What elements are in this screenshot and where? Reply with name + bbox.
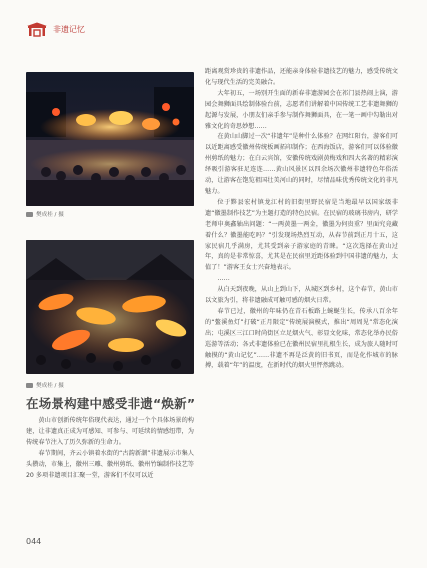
paragraph: 在黄山山脚过一次“非遗年”是种什么体验？在网红阳台，游客们可以近距离感受徽州传统板画拓印制作；在西海饭店，游客们可以体验徽州剪纸的魅力；在白云宾馆，安徽传统戏剧黄梅戏和四大名著的精彩演绎吸引游客驻足连连……黄山风景区以四余场次徽州非遗特色年俗活动，让游客在饱览祖国壮美河山的同时，尽情品味优秀传统文化的非凡魅力。 [205, 133, 398, 195]
photo-credit-1: 樊成桂 / 摄 [26, 210, 64, 218]
paragraph: 从白天到夜晚，从山上到山下，从城区到乡村，这个春节，黄山市以文旅为引，将非遗融成可触可感的烟火日常。 [205, 286, 398, 305]
paragraph: 位于黟县宏村镇龙江村的旧街里野民宿是当地最早以国家级非遗“徽墨制作技艺”为主题打造的特色民宿。在民宿的玻璃书房内，研学老师申奥鑫轴出问题：“一两黄墨一两金，徽墨为何贵重？里面究竟藏着什么？徽墨能吃吗？”引发现场热烈互动，从春节前到正月十五，这家民宿几乎满房，尤其受到亲子游家庭的青睐。“这次选择在黄山过年，真的是非常惊喜，尤其是在民宿里近距体验到中国非遗的魅力，太值了！”游客王女士兴奋地表示。 [205, 198, 398, 272]
photo-credit-2: 樊成桂 / 摄 [26, 381, 64, 389]
camera-icon [26, 212, 33, 217]
fish-lantern-photo [26, 240, 194, 374]
paragraph: 春节已过，徽州的年味仍在青石板路上蜿蜒生长，传承八百余年的“鳌溪鱼灯”打破“正月限定”传统展演模式，推出“周周见”常态化演出；屯溪区三江口时尚街区立足烟火气、彰显文化味，常态化举办民俗巡游等活动；各式非遗体验已在徽州民宿里扎根生长，成为旅人随时可触摸的“黄山记忆”……非遗不再是泛黄的旧书页，而是化作城市的脉搏，载着“年”的温度，在新时代的烟火里怦然跳动。 [205, 307, 398, 370]
paragraph: 距离观赏珍贵的非遗作品，还能亲身体验非遗技艺的魅力，感受传统文化与现代生活的完美融合。 [205, 68, 398, 86]
lantern-festival-photo [26, 72, 194, 206]
camera-icon [26, 383, 33, 388]
paragraph: 大年初五，一场别开生面的新春非遗游园会在祁门县热闹上演，游园会舞狮面具绘制体验台前，志愿者们讲解着中国传统工艺非遗舞狮的起源与发展，小朋友们亲手参与制作舞狮面具，在一笔一画中勾勒出对雅文化的奇思妙想…… [205, 89, 398, 130]
right-column-text [205, 67, 398, 372]
section-heading: 在场景构建中感受非遗“焕新” [26, 396, 196, 411]
paragraph: 黄山市创新传统年俗现代表达，通过一个个具体场景的构建，让非遗真正成为可感知、可参与、可延续的情感纽带，为传统春节注入了历久弥新的生命力。 [26, 417, 194, 446]
section-tag: 非遗记忆 [53, 25, 85, 34]
paragraph: 春节期间，齐云小镇着水街的“古韵新潮”非遗展示市集人头攒动，市集上，徽州三雕、徽州剪纸、徽州竹编制作技艺等 20 多项非遗项目汇聚一堂，游客们不仅可以近 [26, 449, 194, 479]
red-pavilion-logo-icon [26, 22, 48, 37]
left-column-text [26, 416, 194, 481]
page-number: 044 [26, 537, 42, 546]
ellipsis: …… [217, 275, 230, 283]
